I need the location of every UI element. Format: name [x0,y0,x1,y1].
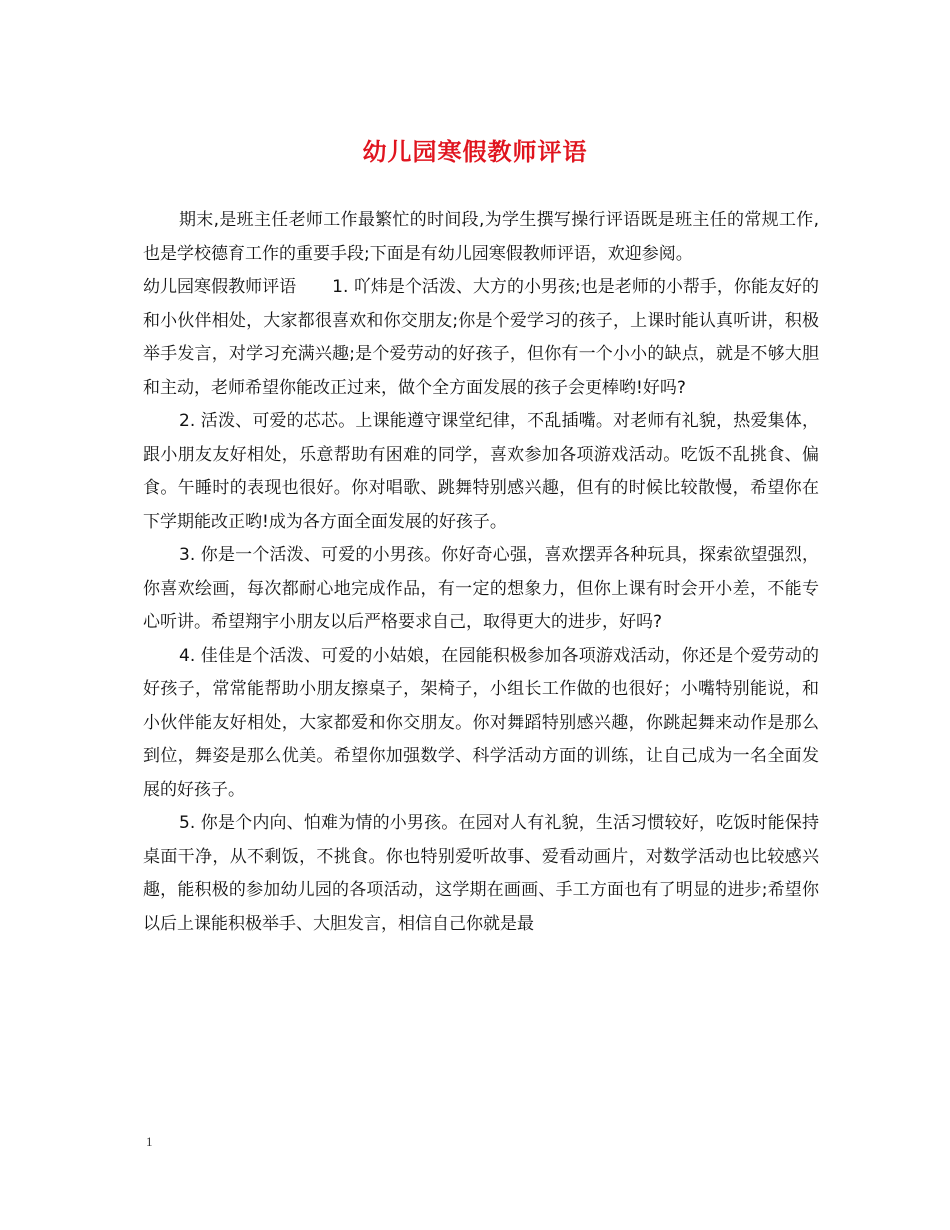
document-body [143,204,819,941]
comment-item-3: 3. 你是一个活泼、可爱的小男孩。你好奇心强，喜欢摆弄各种玩具，探索欲望强烈，你喜欢绘画，每次都耐心地完成作品，有一定的想象力，但你上课有时会开小差，不能专心听讲。希望翔宇小朋友以后严格要求自己，取得更大的进步，好吗? [143,545,819,632]
document-title: 幼儿园寒假教师评语 [362,137,588,166]
section-label: 幼儿园寒假教师评语 [143,277,297,297]
comment-item-4: 4. 佳佳是个活泼、可爱的小姑娘，在园能积极参加各项游戏活动，你还是个爱劳动的好孩子，常常能帮助小朋友擦桌子，架椅子，小组长工作做的也很好；小嘴特别能说，和小伙伴能友好相处，大家都爱和你交朋友。你对舞蹈特别感兴趣，你跳起舞来动作是那么到位，舞姿是那么优美。希望你加强数学、科学活动方面的训练，让自己成为一名全面发展的好孩子。 [143,645,819,800]
comment-item-1: 1. 吖炜是个活泼、大方的小男孩;也是老师的小帮手，你能友好的和小伙伴相处，大家都很喜欢和你交朋友;你是个爱学习的孩子，上课时能认真听讲，积极举手发言，对学习充满兴趣;是个爱劳动的好孩子，但你有一个小小的缺点，就是不够大胆和主动，老师希望你能改正过来，做个全方面发展的孩子会更棒哟!好吗? [143,277,819,398]
comment-item-5: 5. 你是个内向、怕难为情的小男孩。在园对人有礼貌，生活习惯较好，吃饭时能保持桌面干净，从不剩饭，不挑食。你也特别爱听故事、爱看动画片，对数学活动也比较感兴趣，能积极的参加幼儿园的各项活动，这学期在画画、手工方面也有了明显的进步;希望你以后上课能积极举手、大胆发言，相信自己你就是最 [143,813,819,934]
comment-item-2: 2. 活泼、可爱的芯芯。上课能遵守课堂纪律，不乱插嘴。对老师有礼貌，热爱集体，跟小朋友友好相处，乐意帮助有困难的同学，喜欢参加各项游戏活动。吃饭不乱挑食、偏食。午睡时的表现也很好。你对唱歌、跳舞特别感兴趣，但有的时候比较散慢，希望你在下学期能改正哟!成为各方面全面发展的好孩子。 [143,411,819,532]
page-number: 1 [146,1134,153,1149]
intro-paragraph: 期末,是班主任老师工作最繁忙的时间段,为学生撰写操行评语既是班主任的常规工作,也是学校德育工作的重要手段;下面是有幼儿园寒假教师评语，欢迎参阅。 [143,210,819,264]
first-item-paragraph [143,271,819,405]
